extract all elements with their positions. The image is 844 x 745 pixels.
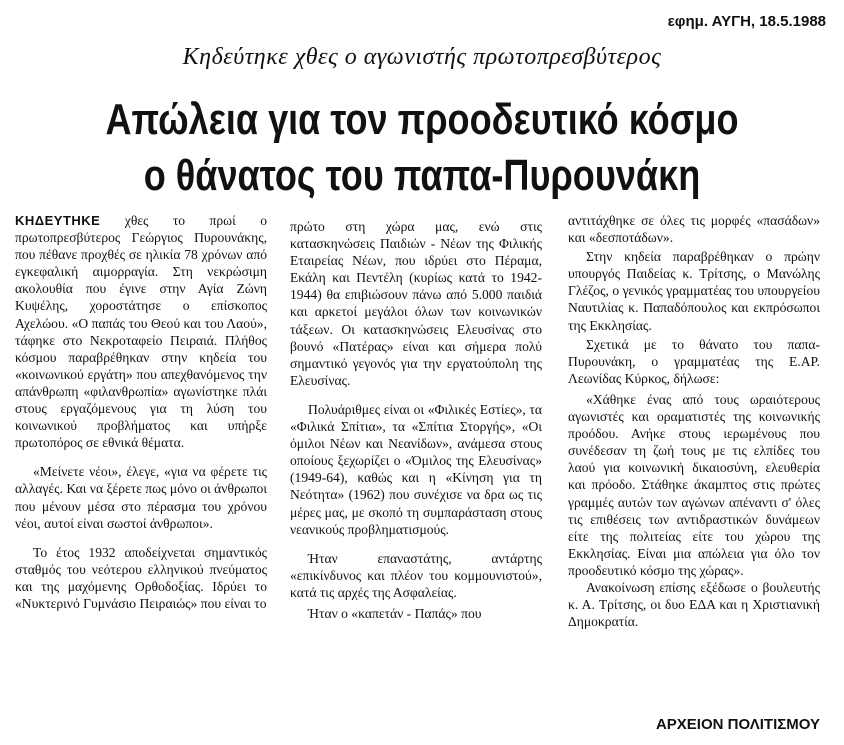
headline-line-2: ο θάνατος του παπα-Πυρουνάκη: [143, 151, 701, 200]
paragraph: Ήταν επαναστάτης, αντάρτης «επικίνδυνος και πλέον του κομμουνιστού», κατά τις αρχές της Ασφαλείας.: [290, 550, 542, 600]
paragraph: «Μείνετε νέοι», έλεγε, «για να φέρετε τις αλλαγές. Και να ξέρετε πως μόνο οι άνθρωποι που μένουν μέσα στο πέρασμα του χρόνου νέοι, αυτοί είναι σωστοί άνθρωποι».: [15, 464, 268, 531]
paragraph: [15, 212, 267, 451]
headline-line-1: Απώλεια για τον προοδευτικό κόσμο: [105, 95, 739, 144]
kicker-subtitle: Κηδεύτηκε χθες ο αγωνιστής πρωτοπρεσβύτερος: [182, 44, 662, 70]
paragraph: Το έτος 1932 αποδείχνεται σημαντικός σταθμός του νεότερου ελληνικού πνεύματος και της μαχόμενης Ορθοδοξίας. Ιδρύει το «Νυκτερινό Γυμνάσιο Πειραιώς» που είναι το: [15, 544, 267, 611]
paragraph: πρώτο στη χώρα μας, ενώ στις κατασκηνώσεις Παιδιών - Νέων της Φιλικής Εταιρείας Νέων, που ιδρύει στο Πέραμα, Εκάλη και Πεντέλη (κυρίως κατά το 1942-1944) θα επιβιώσουν πάνω από 5.000 παιδιά και αρκετοί μεγάλοι όλων των κοινωνικών τάξεων. Οι κατασκηνώσεις Ελευσίνας στο βουνό «Πατέρας» είναι και σήμερα πολύ σημαντικό γεγονός για την εργατούπολη της Ελευσίνας.: [290, 219, 542, 388]
paragraph: Ανακοίνωση επίσης εξέδωσε ο βουλευτής κ. Α. Τρίτσης, οι δυο ΕΔΑ και η Χριστιανική Δημοκρατία.: [568, 579, 820, 630]
source-note: εφημ. ΑΥΓΗ, 18.5.1988: [667, 13, 826, 30]
lead-word: ΚΗΔΕΥΤΗΚΕ: [15, 213, 101, 228]
paragraph: Πολυάριθμες είναι οι «Φιλικές Εστίες», τα «Φιλικά Σπίτια», τα «Σπίτια Στοργής», «Οι όμιλοι Νέων και Νεανίδων», ανάμεσα στους οποίους ξεχωρίζει ο «Όμιλος της Ελευσίνας» (1949-64), καθώς και η «Κίνηση για τη Νεότητα» (1962) που συνέχισε να δρα ως τις μέρες μας, με σκοπό τη συμπαράσταση στους νεανικούς προβληματισμούς.: [290, 401, 542, 537]
paragraph: αντιτάχθηκε σε όλες τις μορφές «πασάδων» και «δεσποτάδων».: [568, 213, 820, 246]
paragraph: «Χάθηκε ένας από τους ωραιότερους αγωνιστές και οραματιστές της κοινωνικής προόδου. Ανήκε στους ιερωμένους που συνέδεσαν τη ζωή τους με τις ελπίδες του λαού για κοινωνική δικαιοσύνη, ελευθερία και πρόοδο. Στάθηκε άκαμπτος στις πρώτες γραμμές αυτών των αγώνων απέναντι σ' όλες τις επιθέσεις των αντιδραστικών δυνάμεων είτε της πολιτείας είτε του χώρου της Εκκλησίας. Είναι μια απώλεια για όλο τον προοδευτικό κόσμο της χώρας».: [568, 391, 820, 578]
paragraph: Σχετικά με το θάνατο του παπα-Πυρουνάκη, ο γραμματέας της Ε.ΑΡ. Λεωνίδας Κύρκος, δήλωσε:: [568, 336, 820, 386]
paragraph: Ήταν ο «καπετάν - Παπάς» που: [308, 605, 482, 621]
article-column-2: [290, 218, 542, 634]
archive-stamp: ΑΡΧΕΙΟΝ ΠΟΛΙΤΙΣΜΟΥ: [655, 716, 820, 733]
paragraph-text: χθες το πρωί ο πρωτοπρεσβύτερος Γεώργιος Πυρουνάκης, που πέθανε προχθές σε ηλικία 78 χρόνων από εγκεφαλική αιμορραγία. Στη νεκρώσιμη ακολουθία που έγινε στην Αγία Ζώνη Κυψέλης, χοροστάτησε ο επίσκοπος Αχελώου. «Ο παπάς του Θεού και του Λαού», τάφηκε στο Νεκροταφείο Πειραιά. Πλήθος κόσμου παραβρέθηκαν στην κηδεία του «κοινωνικού εργάτη» που απεχθανόμενος την απάνθρωπη «φιλανθρωπία» αγωνίστηκε πλάι στους εργαζόμενους για τη λύση του κοινωνικού προβλήματος και υπήρξε πρωτοπόρος σε εθνικά θέματα.: [15, 213, 267, 451]
article-column-3: [568, 212, 820, 642]
paragraph: Στην κηδεία παραβρέθηκαν ο πρώην υπουργός Παιδείας κ. Τρίτσης, ο Μανώλης Γλέζος, ο γενικός γραμματέας του υπουργείου Ναυτιλίας κ. Παπαδόπουλος και εκπρόσωποι της Εκκλησίας.: [568, 249, 820, 333]
headline: [76, 92, 768, 204]
article-column-1: [15, 212, 267, 624]
